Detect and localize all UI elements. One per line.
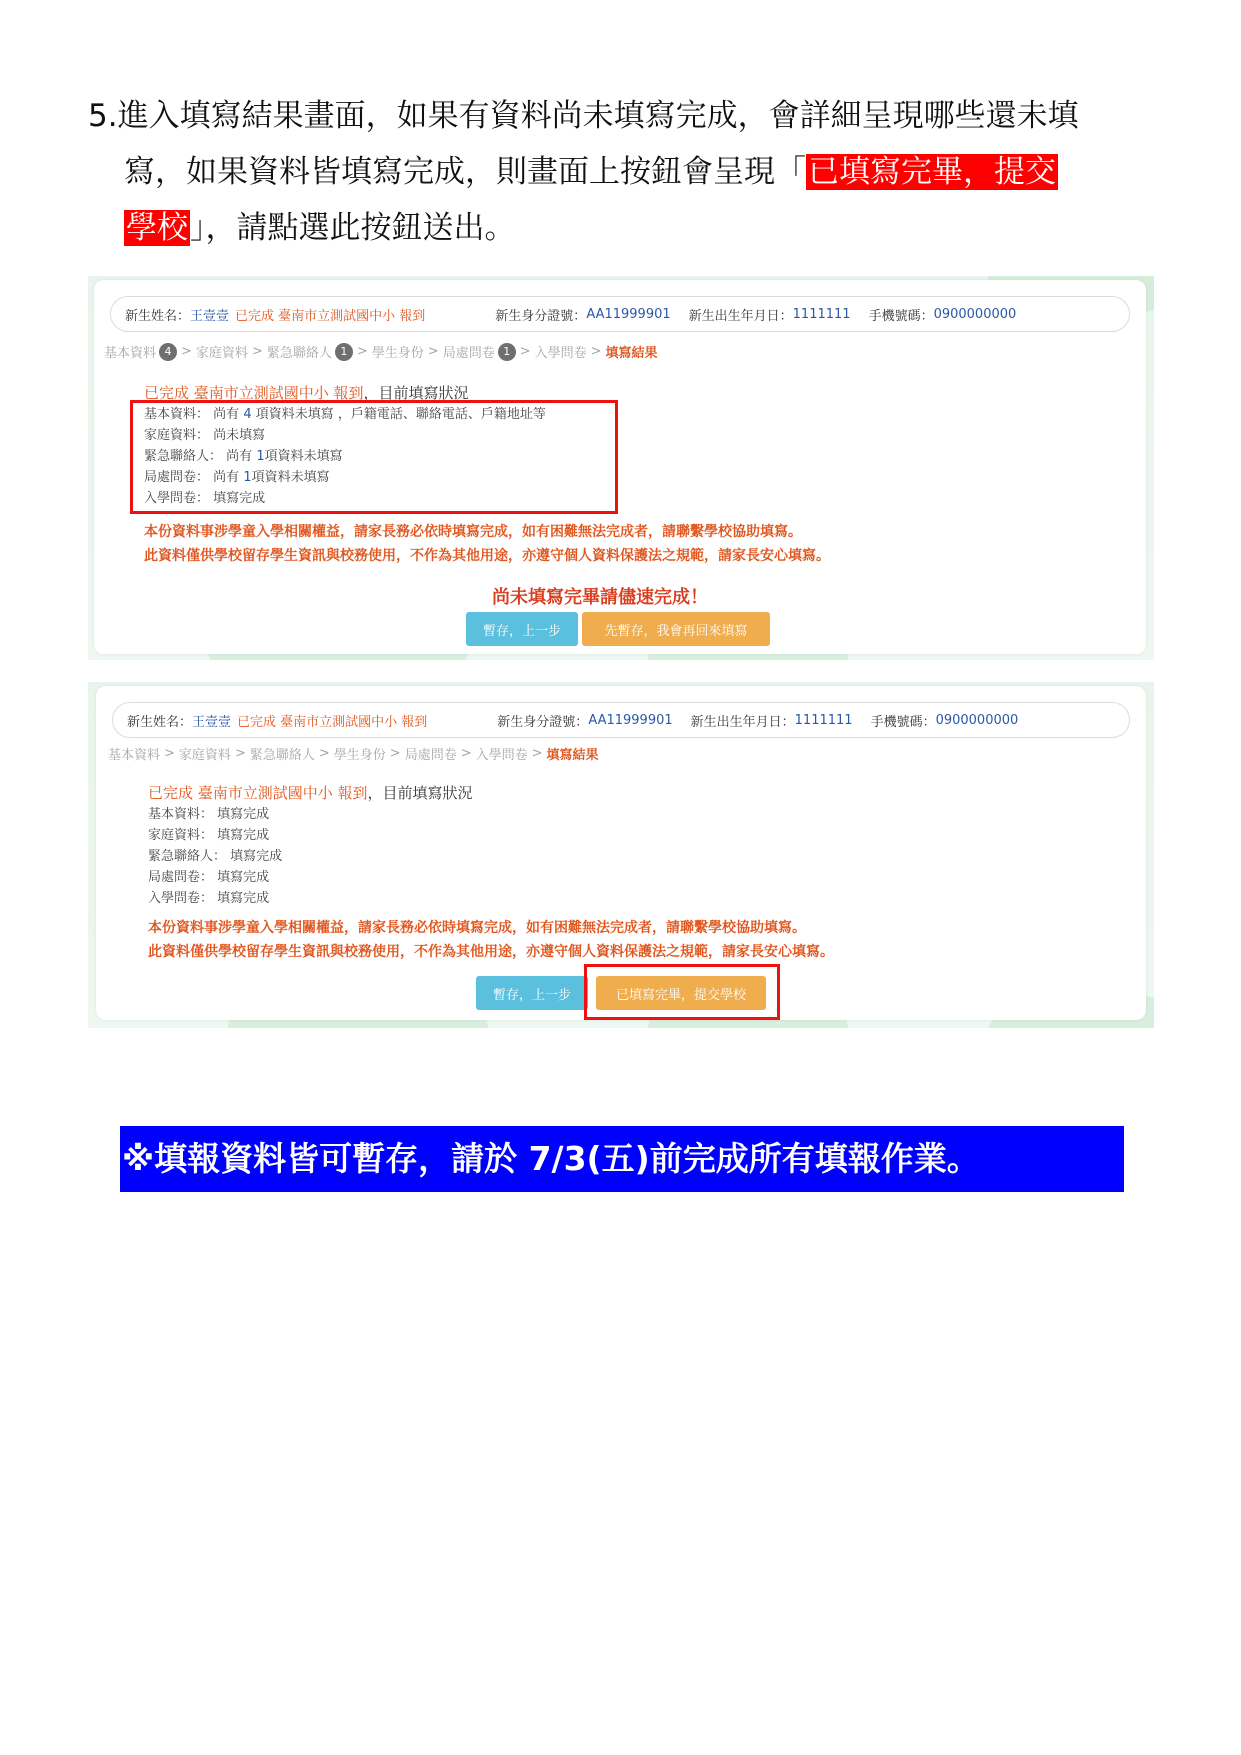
id-value: AA11999901	[588, 712, 673, 728]
phone-label: 手機號碼：	[870, 714, 936, 730]
instruction-line-1: 5.進入填寫結果畫面，如果有資料尚未填寫完成，會詳細呈現哪些還未填	[88, 98, 1079, 134]
status-row-bureau: 局處問卷： 填寫完成	[148, 870, 270, 885]
highlight-submit-label-part2: 學校	[126, 210, 188, 246]
breadcrumb: 基本資料 > 家庭資料 > 緊急聯絡人 > 學生身份 > 局處問卷 > 入學問卷 > 填寫結果	[108, 746, 599, 763]
pending-warning: 尚未填寫完畢請儘速完成！	[492, 587, 708, 608]
student-name: 王壹壹	[192, 714, 232, 730]
status-row-bureau: 局處問卷： 尚有 1項資料未填寫	[144, 470, 330, 485]
instruction-paragraph	[88, 88, 1168, 256]
step-result[interactable]: 填寫結果	[605, 346, 658, 361]
phone-value: 0900000000	[933, 306, 1017, 322]
step-result[interactable]: 填寫結果	[546, 748, 599, 763]
instruction-line-2	[88, 144, 1168, 200]
step-family[interactable]: 家庭資料	[178, 748, 231, 763]
status-row-emergency: 緊急聯絡人： 填寫完成	[148, 849, 283, 864]
result-card	[94, 280, 1146, 654]
submit-to-school-button[interactable]: 已填寫完畢，提交學校	[596, 976, 766, 1010]
badge-basic: 4	[159, 343, 177, 361]
save-prev-button[interactable]: 暫存，上一步	[476, 976, 588, 1010]
step-bureau[interactable]: 局處問卷	[442, 346, 495, 361]
status-title: 已完成 臺南市立測試國中小 報到，目前填寫狀況	[144, 384, 469, 402]
status-row-enroll: 入學問卷： 填寫完成	[148, 891, 270, 906]
highlight-submit-label-part1: 已填寫完畢，提交	[808, 154, 1056, 190]
status-row-basic: 基本資料： 尚有 4 項資料未填寫 ，戶籍電話、聯絡電話、戶籍地址等	[144, 407, 546, 422]
student-name: 王壹壹	[190, 308, 230, 324]
birth-label: 新生出生年月日：	[688, 308, 793, 324]
birth-value: 1111111	[792, 306, 851, 322]
status-row-emergency: 緊急聯絡人： 尚有 1項資料未填寫	[144, 449, 343, 464]
done-status: 已完成 臺南市立測試國中小 報到	[235, 308, 426, 324]
breadcrumb: 基本資料 4 > 家庭資料 > 緊急聯絡人 1 > 學生身份 > 局處問卷 1 > 入學問卷 > 填寫結果	[104, 344, 658, 361]
step-basic[interactable]: 基本資料	[108, 748, 161, 763]
step-basic[interactable]: 基本資料	[104, 346, 157, 361]
notice-text: 本份資料事涉學童入學相關權益，請家長務必依時填寫完成，如有困難無法完成者，請聯繫學校協助填寫。 此資料僅供學校留存學生資訊與校務使用，不作為其他用途，亦遵守個人資料保護法之規範，請家長安心填寫。	[144, 524, 830, 564]
status-title: 已完成 臺南市立測試國中小 報到，目前填寫狀況	[148, 784, 473, 802]
status-row-enroll: 入學問卷： 填寫完成	[144, 491, 266, 506]
step-enroll[interactable]: 入學問卷	[534, 346, 587, 361]
step-identity[interactable]: 學生身份	[333, 748, 386, 763]
save-later-button[interactable]: 先暫存，我會再回來填寫	[582, 612, 770, 646]
deadline-banner: ※填報資料皆可暫存，請於 7/3(五)前完成所有填報作業。	[120, 1126, 1124, 1192]
step-bureau[interactable]: 局處問卷	[404, 748, 457, 763]
id-label: 新生身分證號：	[497, 714, 589, 730]
screenshot-incomplete	[88, 276, 1154, 660]
screenshot-complete	[88, 682, 1154, 1028]
status-list	[148, 804, 282, 909]
step-emergency[interactable]: 緊急聯絡人	[266, 346, 332, 361]
name-label: 新生姓名：	[125, 308, 191, 324]
step-emergency[interactable]: 緊急聯絡人	[249, 748, 315, 763]
phone-label: 手機號碼：	[868, 308, 934, 324]
status-done-school: 已完成 臺南市立測試國中小 報到	[148, 784, 368, 802]
red-highlight-box	[584, 964, 780, 1020]
result-card	[96, 686, 1146, 1020]
save-prev-button[interactable]: 暫存，上一步	[466, 612, 578, 646]
instruction-line-3-text: 」，請點選此按鈕送出。	[190, 210, 516, 246]
id-label: 新生身分證號：	[495, 308, 587, 324]
badge-emergency: 1	[335, 343, 353, 361]
birth-value: 1111111	[794, 712, 853, 728]
student-info-bar	[110, 296, 1130, 332]
step-family[interactable]: 家庭資料	[195, 346, 248, 361]
id-value: AA11999901	[586, 306, 671, 322]
status-done-school: 已完成 臺南市立測試國中小 報到	[144, 384, 364, 402]
student-info-bar	[112, 702, 1130, 738]
status-row-family: 家庭資料： 尚未填寫	[144, 428, 266, 443]
birth-label: 新生出生年月日：	[690, 714, 795, 730]
badge-bureau: 1	[498, 343, 516, 361]
instruction-line-3	[88, 200, 1168, 256]
step-enroll[interactable]: 入學問卷	[475, 748, 528, 763]
status-row-basic: 基本資料： 填寫完成	[148, 807, 270, 822]
step-identity[interactable]: 學生身份	[371, 346, 424, 361]
notice-text: 本份資料事涉學童入學相關權益，請家長務必依時填寫完成，如有困難無法完成者，請聯繫學校協助填寫。 此資料僅供學校留存學生資訊與校務使用，不作為其他用途，亦遵守個人資料保護法之規範，請家長安心填寫。	[148, 920, 834, 960]
red-highlight-box	[130, 400, 618, 514]
phone-value: 0900000000	[935, 712, 1019, 728]
instruction-line-2-text: 寫，如果資料皆填寫完成，則畫面上按鈕會呈現「	[124, 154, 806, 190]
done-status: 已完成 臺南市立測試國中小 報到	[237, 714, 428, 730]
name-label: 新生姓名：	[127, 714, 193, 730]
status-row-family: 家庭資料： 填寫完成	[148, 828, 270, 843]
